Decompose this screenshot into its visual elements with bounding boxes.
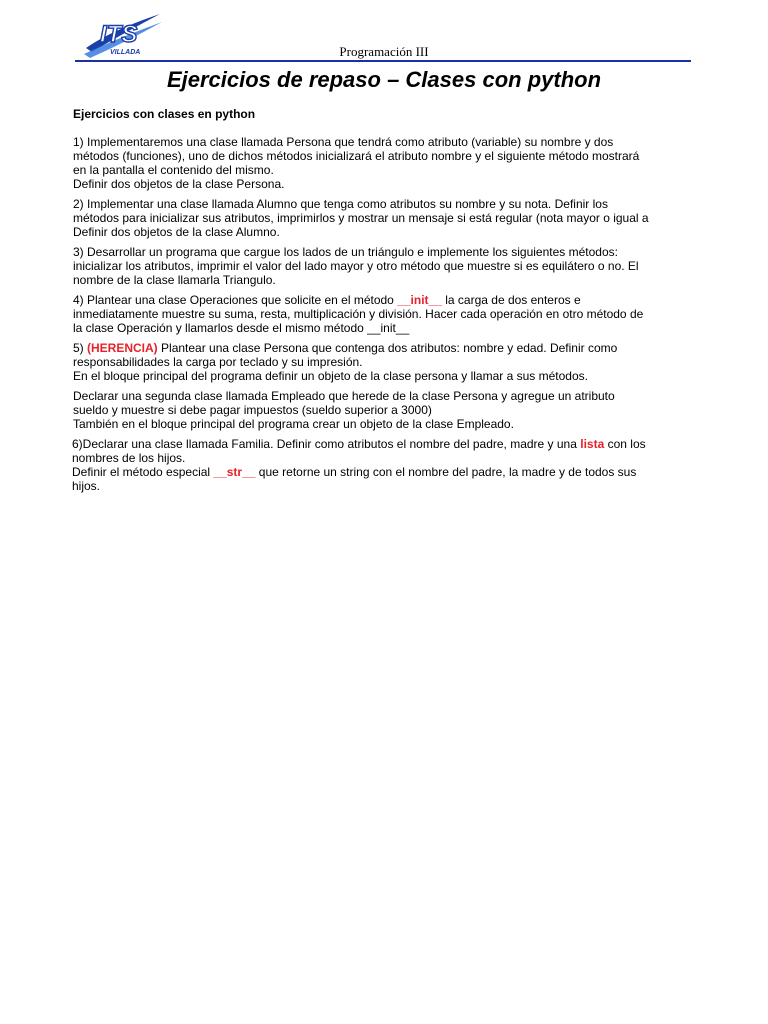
exercise-3 <box>73 245 695 287</box>
text-line: nombres de los hijos. <box>72 451 186 465</box>
text-line: inmediatamente muestre su suma, resta, multiplicación y división. Hacer cada operación en otro método de <box>73 307 644 321</box>
init-keyword: __init__ <box>397 293 442 307</box>
exercise-4 <box>73 293 695 335</box>
text-line: responsabilidades la carga por teclado y su impresión. <box>73 355 363 369</box>
exercise-1 <box>73 135 695 191</box>
text-line: Definir dos objetos de la clase Alumno. <box>73 225 280 239</box>
text-line <box>72 437 695 451</box>
str-keyword: __str__ <box>213 465 256 479</box>
text-run: 6)Declarar una clase llamada Familia. Definir como atributos el nombre del padre, madre y una <box>72 437 581 451</box>
text-line: sueldo y muestre si debe pagar impuestos (sueldo superior a 3000) <box>73 403 432 417</box>
lista-keyword: lista <box>580 437 605 451</box>
text-line <box>72 465 695 479</box>
text-line: en la pantalla el contenido del mismo. <box>73 163 274 177</box>
logo-subtext: VILLADA <box>110 49 141 56</box>
text-line: 2) Implementar una clase llamada Alumno que tenga como atributos su nombre y su nota. Definir los <box>73 197 608 211</box>
text-line: hijos. <box>72 479 101 493</box>
header-rule <box>75 60 691 62</box>
exercise-6 <box>72 437 695 493</box>
text-run: Plantear una clase Persona que contenga dos atributos: nombre y edad. Definir como <box>157 341 618 355</box>
course-name: Programación III <box>339 44 429 59</box>
text-line: 3) Desarrollar un programa que cargue los lados de un triángulo e implemente los siguientes métodos: <box>73 245 618 259</box>
exercise-5-continued <box>73 389 695 431</box>
exercise-2 <box>73 197 695 239</box>
document-title: Ejercicios de repaso – Clases con python <box>166 67 602 92</box>
text-run: Definir el método especial <box>72 465 214 479</box>
text-line: En el bloque principal del programa definir un objeto de la clase persona y llamar a sus métodos. <box>73 369 588 383</box>
text-line <box>73 341 695 355</box>
exercise-5 <box>73 341 695 383</box>
text-line: la clase Operación y llamarlos desde el mismo método __init__ <box>73 321 410 335</box>
logo-text: ITS <box>100 21 138 48</box>
text-run: la carga de dos enteros e <box>441 293 581 307</box>
text-line: métodos para inicializar sus atributos, imprimirlos y mostrar un mensaje si está regular (nota mayor o igual a <box>73 211 649 225</box>
text-line: métodos (funciones), uno de dichos métodos inicializará el atributo nombre y el siguiente método mostrará <box>73 149 640 163</box>
document-body <box>73 107 695 499</box>
text-line: nombre de la clase llamarla Triangulo. <box>73 273 276 287</box>
herencia-keyword: (HERENCIA) <box>87 341 158 355</box>
text-line: También en el bloque principal del programa crear un objeto de la clase Empleado. <box>73 417 514 431</box>
text-run: que retorne un string con el nombre del padre, la madre y de todos sus <box>255 465 637 479</box>
text-line: Declarar una segunda clase llamada Empleado que herede de la clase Persona y agregue un atributo <box>73 389 615 403</box>
text-line: Definir dos objetos de la clase Persona. <box>73 177 285 191</box>
text-run: 5) <box>73 341 88 355</box>
text-run: 4) Plantear una clase Operaciones que solicite en el método <box>73 293 398 307</box>
section-subtitle: Ejercicios con clases en python <box>73 107 256 121</box>
text-run: con los <box>604 437 646 451</box>
text-line: 1) Implementaremos una clase llamada Persona que tendrá como atributo (variable) su nombre y dos <box>73 135 614 149</box>
text-line: inicializar los atributos, imprimir el valor del lado mayor y otro método que muestre si es equilátero o no. El <box>73 259 639 273</box>
text-line <box>73 293 695 307</box>
